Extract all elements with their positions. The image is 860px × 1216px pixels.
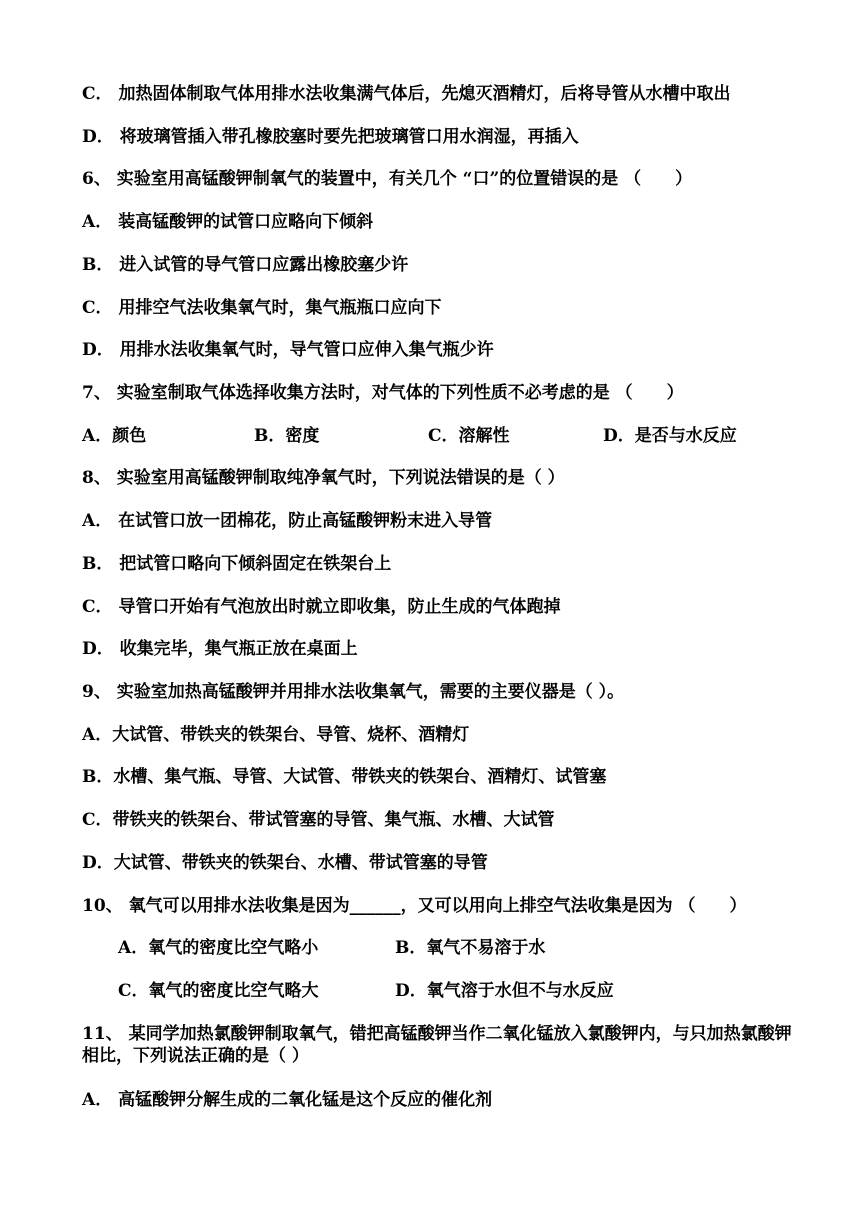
q9-option-c: C．带铁夹的铁架台、带试管塞的导管、集气瓶、水槽、大试管 (82, 810, 555, 830)
q6-option-b: B． 进入试管的导气管口应露出橡胶塞少许 (82, 255, 409, 275)
q7-option-b: B．密度 (254, 426, 320, 446)
q10-option-b: B．氧气不易溶于水 (395, 938, 546, 958)
q8-option-b: B． 把试管口略向下倾斜固定在铁架台上 (82, 554, 392, 574)
q9-option-b: B．水槽、集气瓶、导管、大试管、带铁夹的铁架台、酒精灯、试管塞 (82, 767, 607, 787)
q9-option-a: A．大试管、带铁夹的铁架台、导管、烧杯、酒精灯 (82, 725, 470, 745)
question-7: 7、 实验室制取气体选择收集方法时，对气体的下列性质不必考虑的是 （ ） (82, 383, 684, 403)
q10-option-a: A．氧气的密度比空气略小 (118, 938, 319, 958)
question-6: 6、 实验室用高锰酸钾制氧气的装置中，有关几个 “口”的位置错误的是 （ ） (82, 169, 693, 189)
q5-option-c: C． 加热固体制取气体用排水法收集满气体后，先熄灭酒精灯，后将导管从水槽中取出 (82, 84, 731, 104)
q8-option-d: D． 收集完毕，集气瓶正放在桌面上 (82, 639, 358, 659)
q5-option-d: D． 将玻璃管插入带孔橡胶塞时要先把玻璃管口用水润湿，再插入 (82, 127, 579, 147)
q6-option-c: C． 用排空气法收集氧气时，集气瓶瓶口应向下 (82, 298, 442, 318)
q10-option-c: C．氧气的密度比空气略大 (118, 981, 319, 1001)
q7-option-d: D．是否与水反应 (603, 426, 737, 446)
q11-option-a: A． 高锰酸钾分解生成的二氧化锰是这个反应的催化剂 (82, 1090, 493, 1110)
q6-option-a: A． 装高锰酸钾的试管口应略向下倾斜 (82, 212, 374, 232)
q7-option-c: C．溶解性 (428, 426, 510, 446)
question-10: 10、 氧气可以用排水法收集是因为______，又可以用向上排空气法收集是因为 （ ） (82, 896, 747, 916)
q6-option-d: D． 用排水法收集氧气时，导气管口应伸入集气瓶少许 (82, 340, 494, 360)
question-9: 9、 实验室加热高锰酸钾并用排水法收集氧气，需要的主要仪器是（ ）。 (82, 682, 625, 702)
q7-option-a: A．颜色 (82, 426, 147, 446)
q8-option-a: A． 在试管口放一团棉花，防止高锰酸钾粉末进入导管 (82, 511, 493, 531)
q8-option-c: C． 导管口开始有气泡放出时就立即收集，防止生成的气体跑掉 (82, 597, 561, 617)
question-8: 8、 实验室用高锰酸钾制取纯净氧气时，下列说法错误的是（ ） (82, 468, 565, 488)
question-11: 11、 某同学加热氯酸钾制取氧气，错把高锰酸钾当作二氧化锰放入氯酸钾内，与只加热氯酸钾相比，下列说法正确的是（ ） (82, 1024, 792, 1066)
q9-option-d: D．大试管、带铁夹的铁架台、水槽、带试管塞的导管 (82, 853, 488, 873)
q10-option-d: D．氧气溶于水但不与水反应 (395, 981, 614, 1001)
